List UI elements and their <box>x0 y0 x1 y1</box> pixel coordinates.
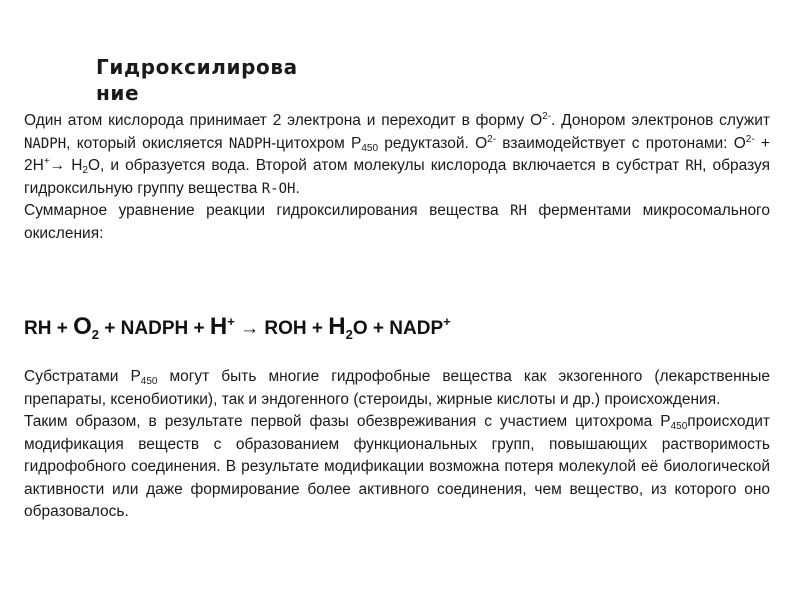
term-rh: RH <box>510 203 527 219</box>
text-segment: Один атом кислорода принимает 2 электрона и переходит в форму О <box>24 112 543 129</box>
superscript: + <box>227 314 235 329</box>
text-segment: О, и образуется вода. Второй атом молекулы кислорода включается в субстрат <box>87 157 686 174</box>
text-segment: , который окисляется <box>66 134 229 152</box>
term-rh: RH <box>685 158 703 174</box>
text-segment: взаимодействует с протонами: О <box>496 134 746 152</box>
text-segment: . Донором электронов служит <box>551 112 770 129</box>
text-segment: Таким образом, в результате первой фазы обезвреживания с участием цитохрома Р <box>24 413 671 430</box>
equation-oxygen: O <box>73 313 92 340</box>
subscript: 450 <box>140 376 158 387</box>
subscript: 2 <box>345 327 353 342</box>
subscript: 450 <box>670 421 688 432</box>
superscript: 2- <box>745 133 755 145</box>
text-segment: ферментами микросомального окисления: <box>24 202 770 242</box>
superscript: 2- <box>542 111 552 122</box>
text-segment: -цитохром Р <box>271 134 362 152</box>
superscript: + <box>443 314 451 329</box>
subscript: 2 <box>91 327 100 342</box>
equation-segment: + NADPH + <box>99 318 210 339</box>
paragraph-summary-equation-intro <box>24 200 770 245</box>
term-roh: R-OH <box>261 180 296 197</box>
text-segment: . <box>295 179 300 197</box>
paragraph-conclusion <box>24 411 770 524</box>
text-segment: → Н <box>49 157 83 174</box>
paragraph-substrates <box>24 366 770 411</box>
text-segment: происходит модификация веществ с образованием функциональных групп, повышающих растворимость гидрофобного соединения. В результате модификации возможна потеря молекулой её биологической активности или даже формирование более активного соединения, чем вещество, из которого оно образовалось. <box>24 413 770 520</box>
slide-title-line-2: ние <box>96 81 140 105</box>
equation-water-h: H <box>328 313 346 340</box>
superscript: + <box>43 156 50 167</box>
slide-title <box>96 54 336 106</box>
slide-title-line-1: Гидроксилирова <box>96 55 298 79</box>
equation-segment: O + NADP <box>352 318 444 339</box>
equation-segment: → ROH + <box>234 318 329 339</box>
text-segment: Субстратами Р <box>24 368 141 385</box>
slide-body-top <box>24 110 770 245</box>
subscript: 2 <box>82 165 88 176</box>
paragraph-oxygen-reduction <box>24 110 770 200</box>
text-segment: , образуя гидроксильную группу вещества <box>24 157 770 197</box>
reaction-equation <box>24 312 451 344</box>
text-segment: редуктазой. О <box>378 134 488 152</box>
text-segment: Суммарное уравнение реакции гидроксилирования вещества <box>24 202 511 219</box>
superscript: 2- <box>487 133 497 145</box>
slide-body-bottom <box>24 366 770 524</box>
equation-proton: H <box>209 313 228 340</box>
equation-segment: RH + <box>24 318 74 339</box>
subscript: 450 <box>361 142 379 154</box>
term-nadph: NADPH <box>24 135 67 152</box>
term-nadph: NADPH <box>228 135 272 152</box>
text-segment: + 2Н <box>24 134 770 174</box>
text-segment: могут быть многие гидрофобные вещества как экзогенного (лекарственные препараты, ксенобиотики), так и эндогенного (стероиды, жирные кислоты и др.) происхождения. <box>24 368 770 408</box>
